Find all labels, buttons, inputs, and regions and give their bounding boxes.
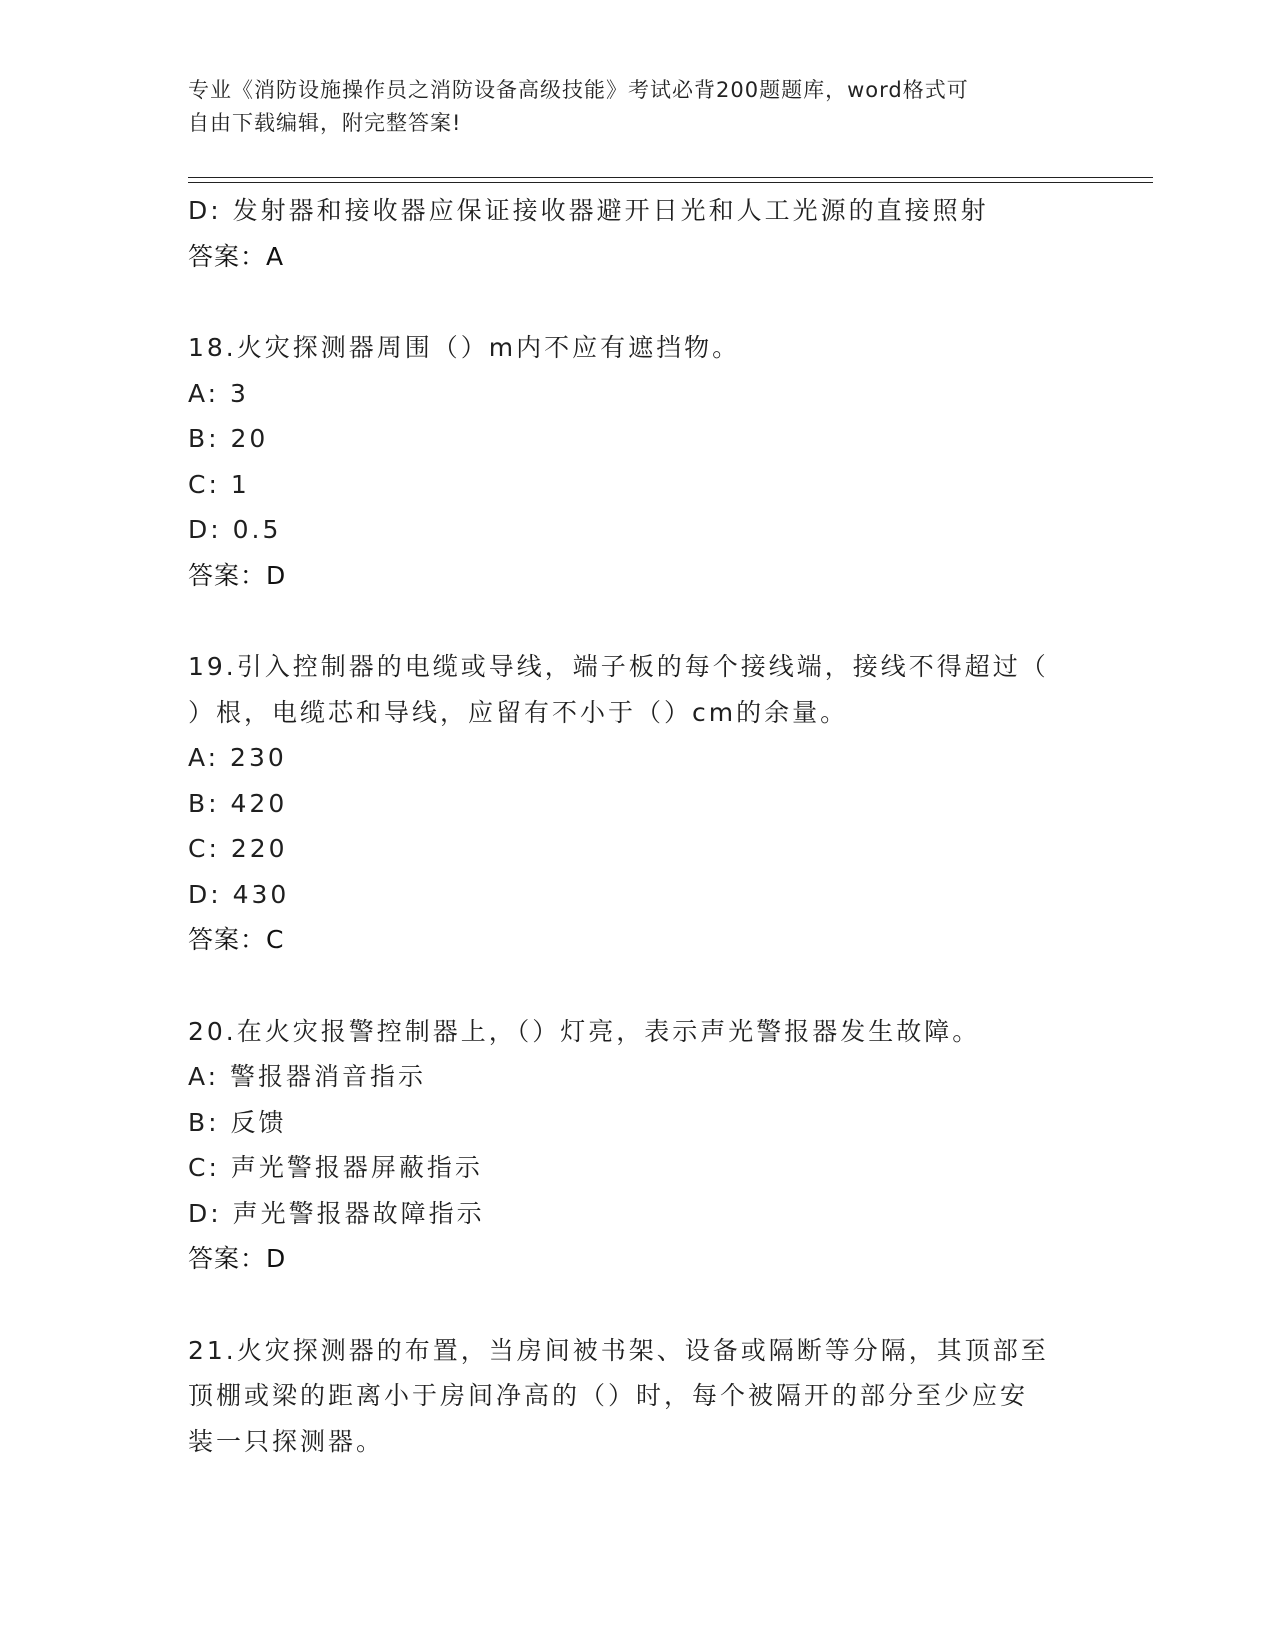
option-a: A: 230 (188, 743, 287, 772)
option-b: B: 20 (188, 424, 269, 453)
question-stem: 19.引入控制器的电缆或导线，端子板的每个接线端，接线不得超过（ (188, 652, 1049, 681)
document-header (188, 74, 1068, 140)
answer-line: 答案：D (188, 1244, 287, 1273)
header-line-1: 专业《消防设施操作员之消防设备高级技能》考试必背200题题库，word格式可 (188, 78, 969, 102)
spacer (188, 1282, 1088, 1328)
answer-line: 答案：D (188, 560, 287, 590)
question-stem-continued: ）根，电缆芯和导线，应留有不小于（）cm的余量。 (188, 697, 849, 727)
option-a: A: 3 (188, 378, 249, 408)
option-a: A: 警报器消音指示 (188, 1062, 427, 1091)
header-divider-bottom (188, 182, 1153, 183)
spacer (188, 963, 1088, 1009)
question-content (188, 188, 1088, 1464)
question-block-20 (188, 1009, 1088, 1282)
spacer (188, 598, 1088, 644)
option-b: B: 420 (188, 788, 288, 818)
option-c: C: 声光警报器屏蔽指示 (188, 1153, 483, 1182)
question-block-18 (188, 325, 1088, 598)
option-d: D: 发射器和接收器应保证接收器避开日光和人工光源的直接照射 (188, 196, 989, 225)
option-d: D: 430 (188, 879, 290, 909)
option-c: C: 220 (188, 834, 288, 863)
question-stem: 18.火灾探测器周围（）m内不应有遮挡物。 (188, 333, 741, 362)
question-stem-continued: 装一只探测器。 (188, 1426, 385, 1456)
option-d: D: 声光警报器故障指示 (188, 1198, 485, 1228)
option-c: C: 1 (188, 469, 250, 499)
answer-line: 答案：A (188, 241, 285, 271)
spacer (188, 279, 1088, 325)
question-stem-continued: 顶棚或梁的距离小于房间净高的（）时，每个被隔开的部分至少应安 (188, 1381, 1029, 1410)
question-block-21 (188, 1328, 1088, 1465)
header-line-2: 自由下载编辑，附完整答案! (188, 111, 462, 135)
header-divider-top (188, 177, 1153, 178)
option-d: D: 0.5 (188, 515, 282, 544)
option-b: B: 反馈 (188, 1107, 287, 1137)
question-block-19 (188, 644, 1088, 963)
question-stem: 21.火灾探测器的布置，当房间被书架、设备或隔断等分隔，其顶部至 (188, 1335, 1049, 1365)
answer-line: 答案：C (188, 925, 285, 954)
question-stem: 20.在火灾报警控制器上，（）灯亮，表示声光警报器发生故障。 (188, 1016, 981, 1046)
